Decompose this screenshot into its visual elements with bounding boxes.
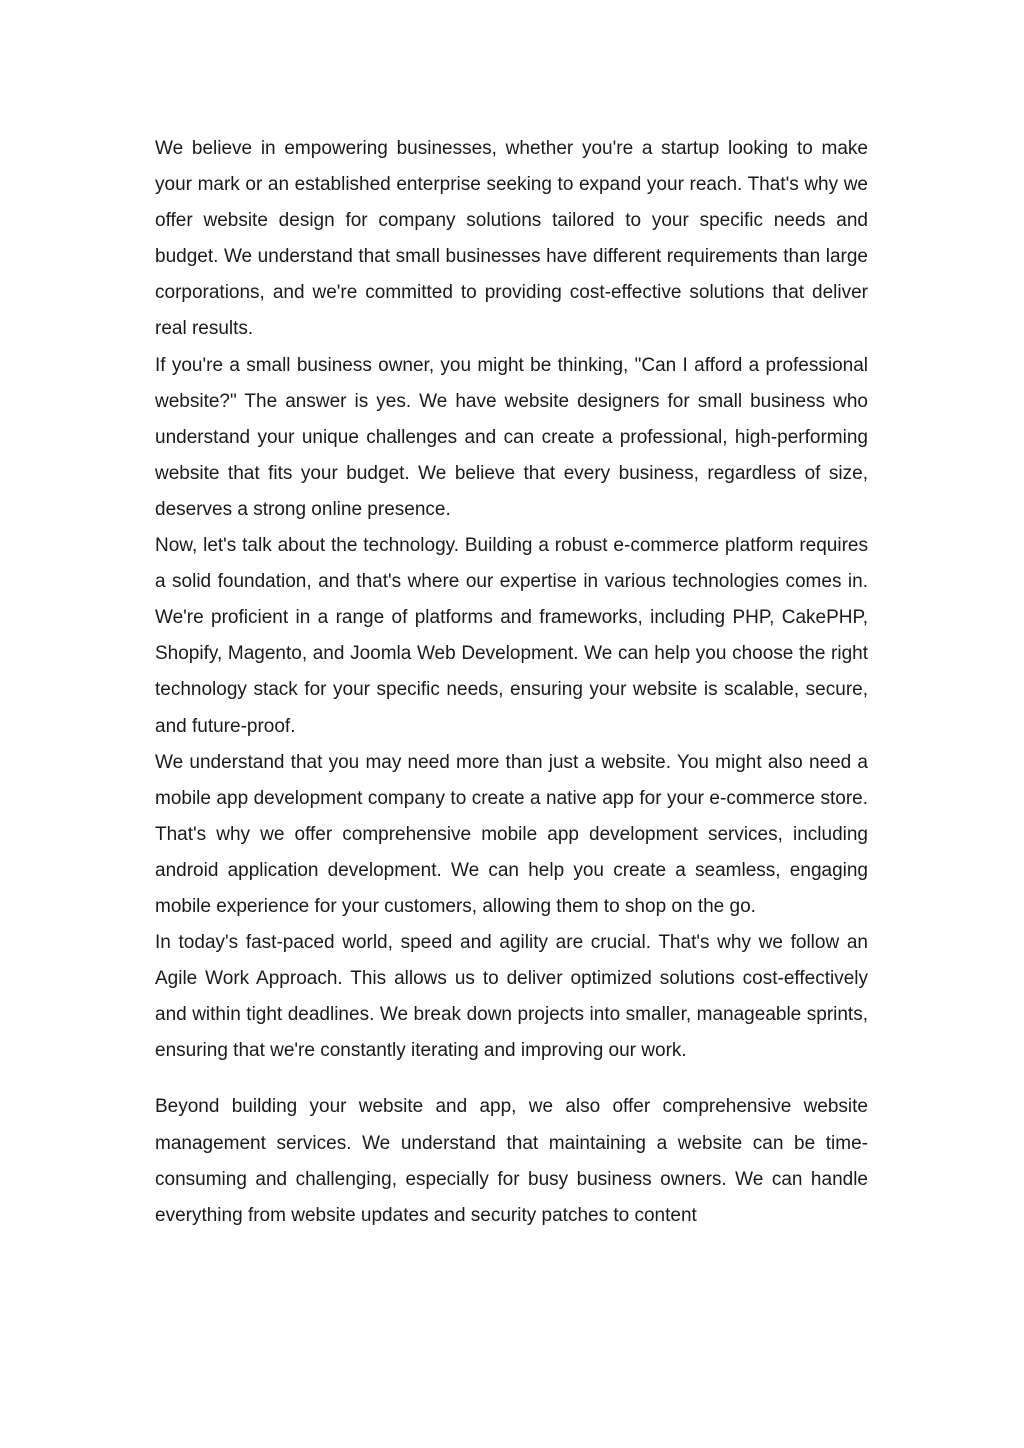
paragraph-technology: Now, let's talk about the technology. Building a robust e-commerce platform requires a solid foundation, and that's where our expertise in various technologies comes in. We're proficient in a range of platforms and frameworks, including PHP, CakePHP, Shopify, Magento, and Joomla Web Development. We can help you choose the right technology stack for your specific needs, ensuring your website is scalable, secure, and future-proof. (155, 535, 868, 737)
paragraph-mobile-app: We understand that you may need more than just a website. You might also need a mobile app development company to create a native app for your e-commerce store. That's why we offer comprehensive mobile app development services, including android application development. We can help you create a seamless, engaging mobile experience for your customers, allowing them to shop on the go. (155, 751, 868, 917)
paragraph-agile-approach: In today's fast-paced world, speed and agility are crucial. That's why we follow an Agile Work Approach. This allows us to deliver optimized solutions cost-effectively and within tight deadlines. We break down projects into smaller, manageable sprints, ensuring that we're constantly iterating and improving our work. (155, 932, 868, 1062)
paragraph-small-business-owner: If you're a small business owner, you might be thinking, "Can I afford a professional website?" The answer is yes. We have website designers for small business who understand your unique challenges and can create a professional, high-performing website that fits your budget. We believe that every business, regardless of size, deserves a strong online presence. (155, 354, 868, 520)
paragraph-empowering-businesses: We believe in empowering businesses, whether you're a startup looking to make your mark or an established enterprise seeking to expand your reach. That's why we offer website design for company solutions tailored to your specific needs and budget. We understand that small businesses have different requirements than large corporations, and we're committed to providing cost-effective solutions that deliver real results. (155, 138, 868, 340)
document-page (155, 131, 868, 1234)
paragraph-website-management: Beyond building your website and app, we also offer comprehensive website management services. We understand that maintaining a website can be time-consuming and challenging, especially for busy business owners. We can handle everything from website updates and security patches to content (155, 1096, 868, 1226)
